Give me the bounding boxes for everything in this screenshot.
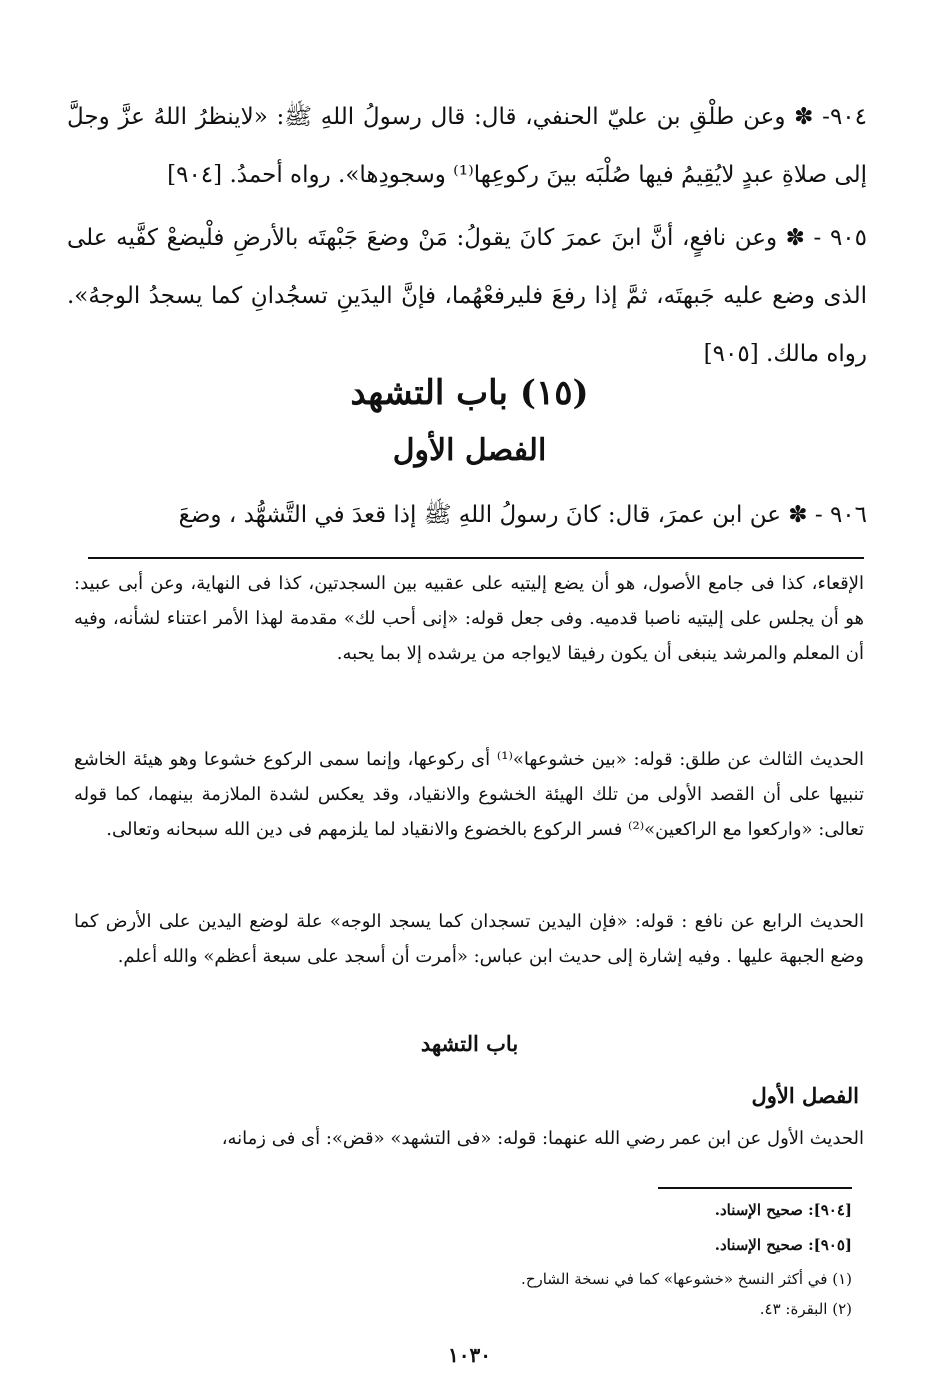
hadith-905: ٩٠٥ - ✽ وعن نافعٍ، أنَّ ابنَ عمرَ كانَ يقولُ: مَنْ وضعَ جَبْهتَه بالأرضِ فلْيضعْ كفَّيه على الذى وضع عليه جَبهتَه، ثمَّ إذا رفعَ فليرفعْهُما، فإنَّ اليدَينِ تسجُدانِ كما يسجدُ الوجهُ». رواه مالك. [٩٠٥]	[67, 225, 867, 367]
commentary-chapter-heading: باب التشهد	[420, 1031, 519, 1056]
chapter-heading: (١٥) باب التشهد	[350, 373, 589, 413]
commentary-paragraph: الحديث الثالث عن طلق: قوله: «بين خشوعها»⁽¹⁾ أى ركوعها، وإنما سمى الركوع خشوعا وهو هيئة الخاشع تنبيها على أن القصد الأولى من تلك الهيئة الخشوع والانقياد، وقد يعكس لشدة الملازمة بينهما، كما قوله تعالى: «واركعوا مع الراكعين»⁽²⁾ فسر الركوع بالخضوع والانقياد لما يلزمهم فى دين الله سبحانه وتعالى.	[74, 749, 864, 840]
commentary-paragraph: الإقعاء، كذا فى جامع الأصول، هو أن يضع إليتيه على عقبيه بين السجدتين، كذا فى النهاية، وعن أبى عبيد: هو أن يجلس على إليتيه ناصبا قدميه. وفى جعل قوله: «إنى أحب لك» مقدمة لهذا الأمر اعتناء لشأنه، وفيه أن المعلم والمرشد ينبغى أن يكون رفيقا لايواجه من يرشده إلا بما يحبه.	[74, 573, 864, 664]
section-heading: الفصل الأول	[392, 433, 547, 468]
commentary-paragraph: الحديث الرابع عن نافع : قوله: «فإن اليدين تسجدان كما يسجد الوجه» علة لوضع اليدين على الأرض كما وضع الجبهة عليها . وفيه إشارة إلى حديث ابن عباس: «أمرت أن أسجد على سبعة أعظم» والله أعلم.	[74, 911, 864, 967]
hadith-906: ٩٠٦ - ✽ عن ابن عمرَ، قال: كانَ رسولُ اللهِ ﷺ إذا قعدَ في التَّشهُّد ، وضعَ	[178, 502, 867, 528]
footnote: [٩٠٥]: صحيح الإسناد.	[714, 1236, 852, 1254]
hadith-904: ٩٠٤- ✽ وعن طلْقِ بن عليّ الحنفي، قال: قال رسولُ اللهِ ﷺ: «لاينظرُ اللهُ عزَّ وجلَّ إلى صلاةِ عبدٍ لايُقِيمُ فيها صُلْبَه بينَ ركوعِها⁽¹⁾ وسجودِها». رواه أحمدُ. [٩٠٤]	[67, 104, 867, 188]
commentary-paragraph: الحديث الأول عن ابن عمر رضي الله عنهما: قوله: «فى التشهد» «قض»: أى فى زمانه،	[221, 1128, 864, 1149]
footnote: [٩٠٤]: صحيح الإسناد.	[714, 1201, 852, 1219]
page-number: ١٠٣٠	[448, 1343, 491, 1367]
footnote: (٢) البقرة: ٤٣.	[759, 1300, 852, 1318]
footnote-divider	[658, 1187, 852, 1189]
footnote: (١) في أكثر النسخ «خشوعها» كما في نسخة الشارح.	[521, 1270, 852, 1288]
commentary-divider	[88, 557, 864, 559]
commentary-section-heading: الفصل الأول	[751, 1083, 859, 1108]
